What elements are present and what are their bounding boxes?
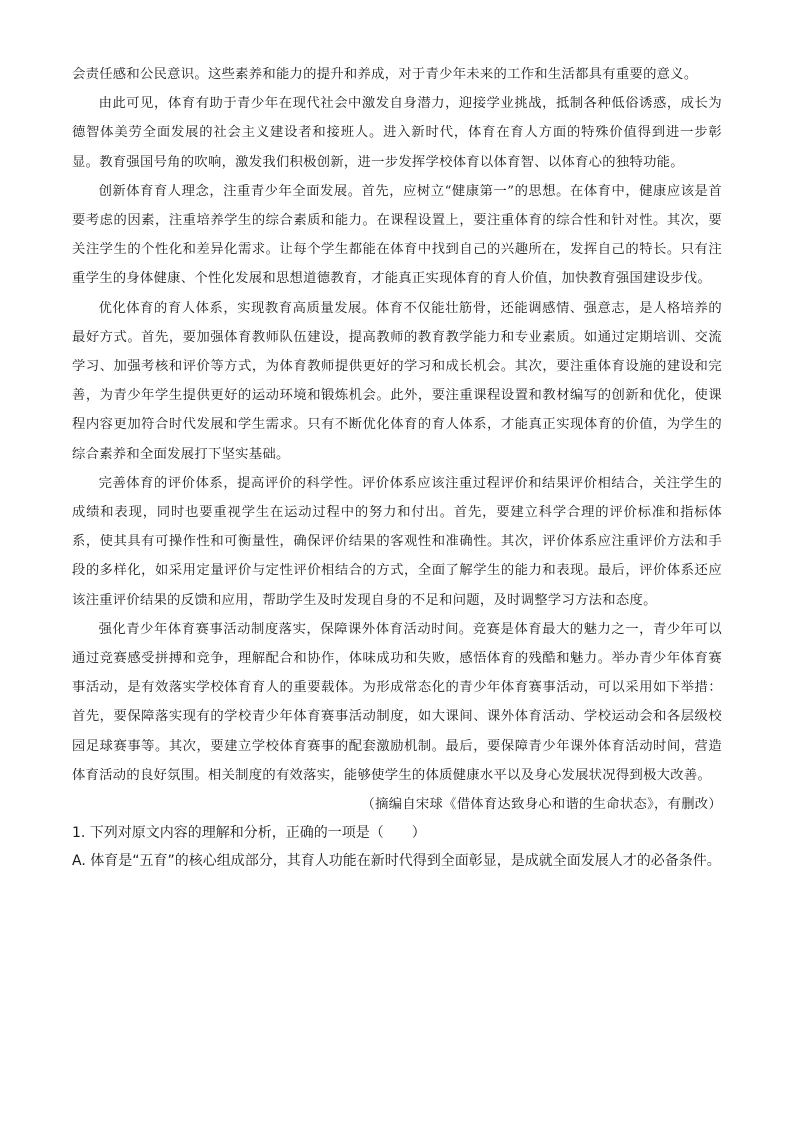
paragraph-3: 创新体育育人理念，注重青少年全面发展。首先，应树立“健康第一”的思想。在体育中，健康应该是首要考虑的因素，注重培养学生的综合素质和能力。在课程设置上，要注重体育的综合性和针对性。其次，要关注学生的个性化和差异化需求。让每个学生都能在体育中找到自己的兴趣所在，发挥自己的特长。只有注重学生的身体健康、个性化发展和思想道德教育，才能真正实现体育的育人价值，加快教育强国建设步伐。 xyxy=(72,183,722,287)
paragraph-2: 由此可见，体育有助于青少年在现代社会中激发自身潜力，迎接学业挑战，抵制各种低俗诱惑，成长为德智体美劳全面发展的社会主义建设者和接班人。进入新时代，体育在育人方面的特殊价值得到进一步彰显。教育强国号角的吹响，激发我们积极创新，进一步发挥学校体育以体育智、以体育心的独特功能。 xyxy=(72,96,722,170)
paragraph-5: 完善体育的评价体系，提高评价的科学性。评价体系应该注重过程评价和结果评价相结合，关注学生的成绩和表现，同时也要重视学生在运动过程中的努力和付出。首先，要建立科学合理的评价标准和指标体系，使其具有可操作性和可衡量性，确保评价结果的客观性和准确性。其次，评价体系应注重评价方法和手段的多样化，如采用定量评价与定性评价相结合的方式，全面了解学生的能力和表现。最后，评价体系还应该注重评价结果的反馈和应用，帮助学生及时发现自身的不足和问题，及时调整学习方法和态度。 xyxy=(72,475,722,608)
option-a: A. 体育是“五育”的核心组成部分，其育人功能在新时代得到全面彰显，是成就全面发展人才的必备条件。 xyxy=(72,853,721,870)
question-stem: 1. 下列对原文内容的理解和分析，正确的一项是（ ） xyxy=(72,825,426,842)
paragraph-1: 会责任感和公民意识。这些素养和能力的提升和养成，对于青少年未来的工作和生活都具有重要的意义。 xyxy=(72,67,698,82)
paragraph-6: 强化青少年体育赛事活动制度落实，保障课外体育活动时间。竞赛是体育最大的魅力之一，青少年可以通过竞赛感受拼搏和竞争，理解配合和协作，体味成功和失败，感悟体育的残酷和魅力。举办青少年体育赛事活动，是有效落实学校体育育人的重要载体。为形成常态化的青少年体育赛事活动，可以采用如下举措：首先，要保障落实现有的学校青少年体育赛事活动制度，如大课间、课外体育活动、学校运动会和各层级校园足球赛事等。其次，要建立学校体育赛事的配套激励机制。最后，要保障青少年课外体育活动时间，营造体育活动的良好氛围。相关制度的有效落实，能够使学生的体质健康水平以及身心发展状况得到极大改善。 xyxy=(72,621,722,783)
source-citation: （摘编自宋球《借体育达致身心和谐的生命状态》，有删改） xyxy=(361,797,722,813)
document-page xyxy=(72,60,722,875)
paragraph-4: 优化体育的育人体系，实现教育高质量发展。体育不仅能壮筋骨，还能调感情、强意志，是人格培养的最好方式。首先，要加强体育教师队伍建设，提高教师的教育教学能力和专业素质。如通过定期培训、交流学习、加强考核和评价等方式，为体育教师提供更好的学习和成长机会。其次，要注重体育设施的建设和完善，为青少年学生提供更好的运动环境和锻炼机会。此外，要注重课程设置和教材编写的创新和优化，使课程内容更加符合时代发展和学生需求。只有不断优化体育的育人体系，才能真正实现体育的价值，为学生的综合素养和全面发展打下坚实基础。 xyxy=(72,300,722,462)
